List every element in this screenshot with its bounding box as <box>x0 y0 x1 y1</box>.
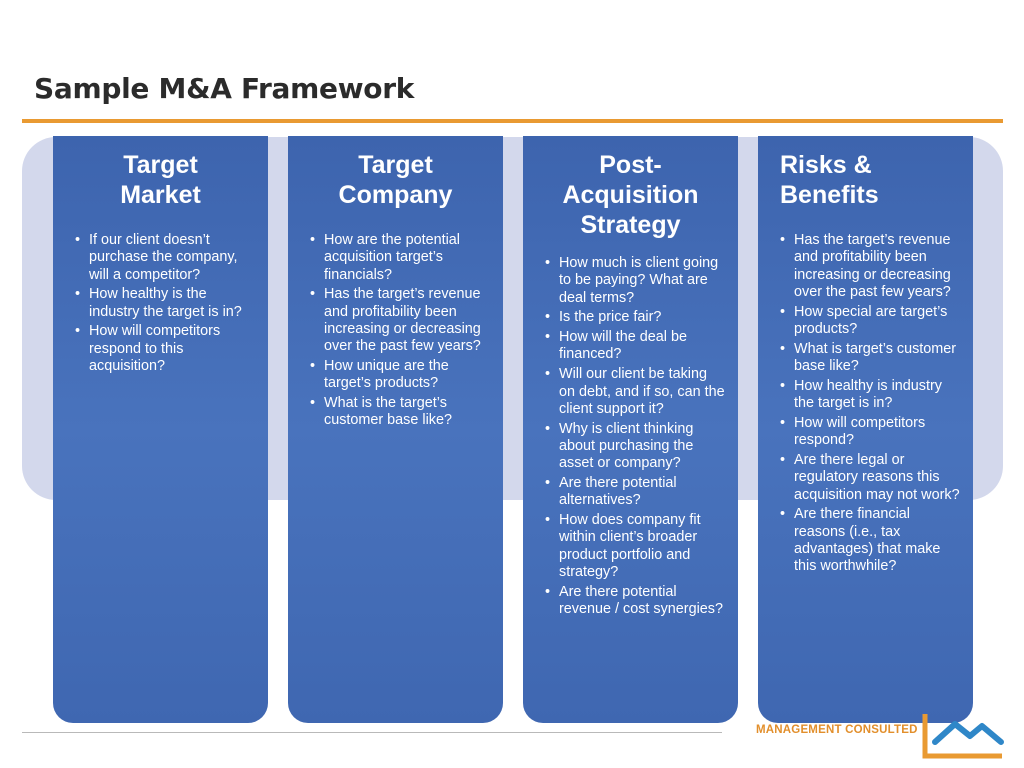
list-item: • How healthy is industry the target is in? <box>780 378 961 413</box>
list-item: • Is the price fair? <box>545 309 726 326</box>
list-item: • Why is client thinking about purchasing the asset or company? <box>545 421 726 473</box>
list-item: • How healthy is the industry the target is in? <box>75 286 256 321</box>
column-post-acquisition-strategy <box>523 136 738 723</box>
question-list <box>288 232 503 430</box>
list-item: • Are there potential alternatives? <box>545 475 726 510</box>
list-item: • How are the potential acquisition target’s financials? <box>310 232 491 284</box>
mountain-chart-logo-icon <box>922 712 1008 760</box>
list-item: • How will the deal be financed? <box>545 329 726 364</box>
column-target-market <box>53 136 268 723</box>
list-item: • How unique are the target’s products? <box>310 358 491 393</box>
list-item: • Will our client be taking on debt, and if so, can the client support it? <box>545 366 726 418</box>
list-item: • Are there legal or regulatory reasons this acquisition may not work? <box>780 452 961 504</box>
list-item: • How does company fit within client’s broader product portfolio and strategy? <box>545 512 726 581</box>
column-heading: Post- Acquisition Strategy <box>562 151 699 239</box>
list-item: • How will competitors respond? <box>780 415 961 450</box>
list-item: • How much is client going to be paying? What are deal terms? <box>545 255 726 307</box>
column-heading: Target Market <box>120 151 201 209</box>
title-underline <box>22 119 1003 123</box>
column-heading: Target Company <box>338 151 453 209</box>
list-item: • How special are target’s products? <box>780 304 961 339</box>
list-item: • Has the target’s revenue and profitability been increasing or decreasing over the past few years? <box>310 286 491 355</box>
page-title: Sample M&A Framework <box>34 72 415 105</box>
list-item: • Are there financial reasons (i.e., tax advantages) that make this worthwhile? <box>780 506 961 575</box>
list-item: • Are there potential revenue / cost synergies? <box>545 584 726 619</box>
question-list <box>53 232 268 375</box>
column-heading: Risks & Benefits <box>780 151 879 209</box>
question-list <box>758 232 973 576</box>
list-item: • If our client doesn’t purchase the company, will a competitor? <box>75 232 256 284</box>
list-item: • How will competitors respond to this acquisition? <box>75 323 256 375</box>
list-item: • What is target’s customer base like? <box>780 341 961 376</box>
list-item: • Has the target’s revenue and profitability been increasing or decreasing over the past few years? <box>780 232 961 301</box>
question-list <box>523 255 738 618</box>
footer-divider <box>22 732 722 733</box>
column-risks-benefits <box>758 136 973 723</box>
column-target-company <box>288 136 503 723</box>
brand-name: MANAGEMENT CONSULTED <box>756 724 918 736</box>
list-item: • What is the target’s customer base like? <box>310 395 491 430</box>
